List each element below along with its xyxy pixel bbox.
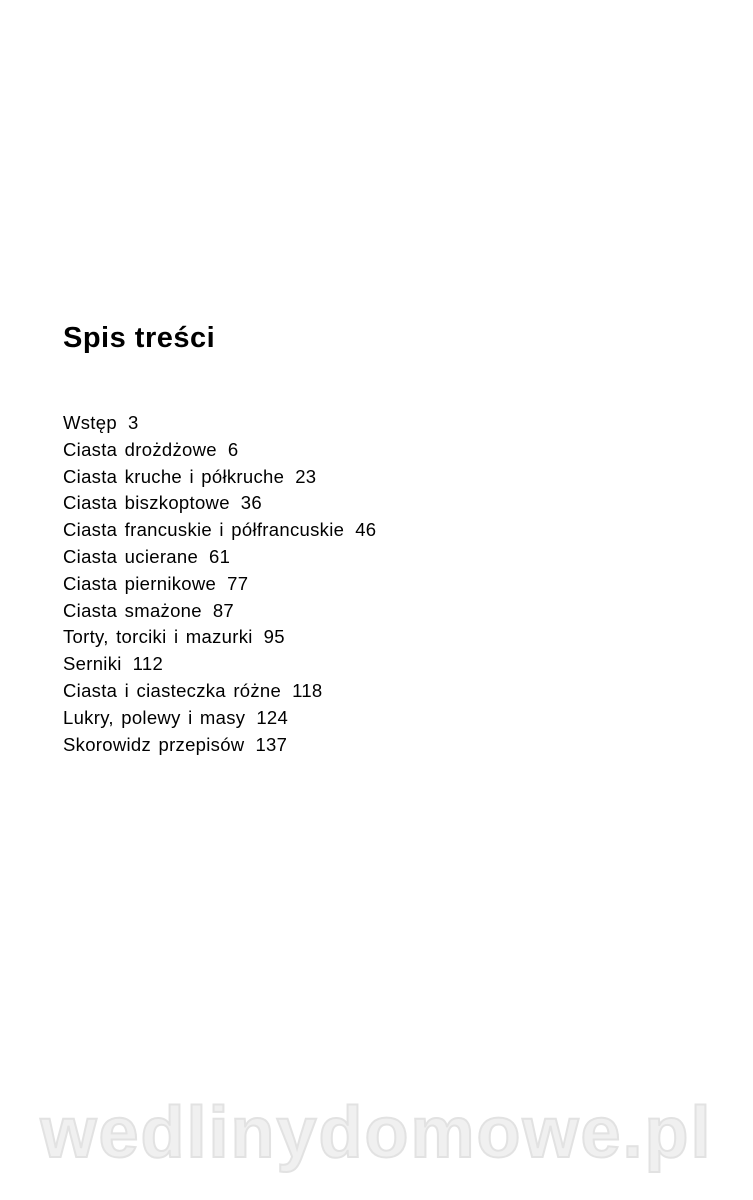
toc-entry-page: 124 xyxy=(256,706,289,728)
toc-entry-label: Wstęp xyxy=(63,412,117,433)
toc-entry-page: 36 xyxy=(240,492,262,514)
toc-entry-page: 61 xyxy=(209,545,231,567)
toc-entry-page: 118 xyxy=(292,679,323,701)
watermark: wedlinydomowe.pl xyxy=(40,1093,713,1173)
toc-entry-label: Torty, torciki i mazurki xyxy=(63,626,253,648)
page-title: Spis treści xyxy=(63,322,216,354)
list-item xyxy=(63,624,663,651)
toc-entry-label: Ciasta francuskie i półfrancuskie xyxy=(63,519,345,541)
list-item xyxy=(63,705,663,732)
list-item xyxy=(63,437,663,464)
toc-entry-label: Ciasta piernikowe xyxy=(63,572,217,594)
list-item xyxy=(63,732,663,759)
list-item xyxy=(63,544,663,571)
list-item xyxy=(63,410,663,437)
toc-entry-label: Ciasta kruche i półkruche xyxy=(63,465,285,487)
toc-entry-page: 6 xyxy=(227,438,239,460)
list-item xyxy=(63,517,663,544)
list-item xyxy=(63,651,663,678)
toc-entry-label: Ciasta i ciasteczka różne xyxy=(63,679,282,701)
toc-entry-label: Serniki xyxy=(63,653,122,675)
toc-entry-label: Skorowidz przepisów xyxy=(63,733,245,755)
list-item xyxy=(63,490,663,517)
list-item xyxy=(63,464,663,491)
toc-entry-label: Lukry, polewy i masy xyxy=(63,706,246,728)
toc-entry-page: 3 xyxy=(127,412,139,433)
list-item xyxy=(63,571,663,598)
list-item xyxy=(63,678,663,705)
toc-entry-page: 46 xyxy=(355,519,377,541)
toc-entry-page: 87 xyxy=(212,599,235,621)
list-item xyxy=(63,598,663,625)
toc-entry-page: 95 xyxy=(263,626,285,648)
toc-entry-page: 23 xyxy=(295,465,317,487)
toc-entry-label: Ciasta drożdżowe xyxy=(63,438,217,460)
toc-entry-page: 112 xyxy=(132,653,164,675)
toc-entry-label: Ciasta biszkoptowe xyxy=(63,492,230,514)
toc-entry-page: 137 xyxy=(255,733,288,755)
toc-entry-label: Ciasta ucierane xyxy=(63,545,199,567)
table-of-contents-list xyxy=(63,410,663,758)
toc-entry-page: 77 xyxy=(227,572,249,594)
toc-entry-label: Ciasta smażone xyxy=(63,599,202,621)
